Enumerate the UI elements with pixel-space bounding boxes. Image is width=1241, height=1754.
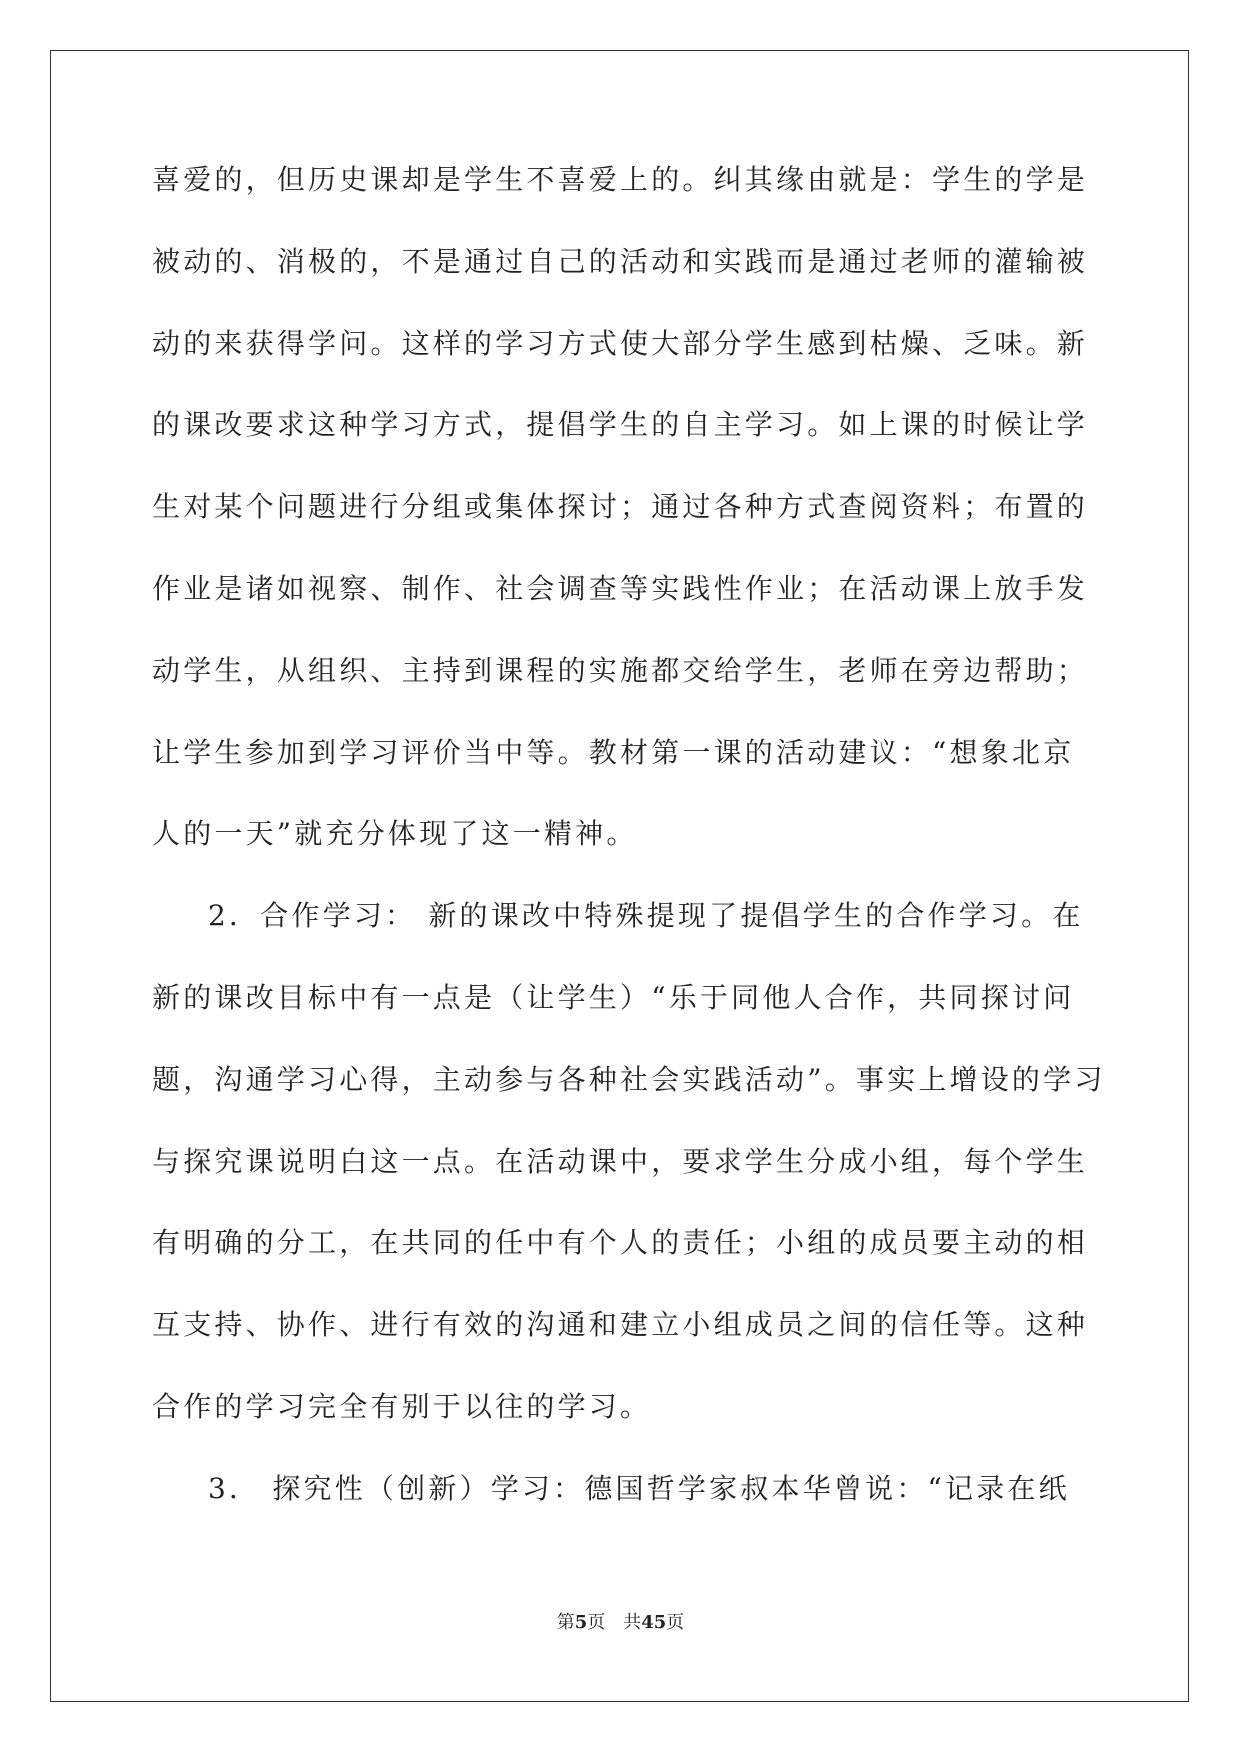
- document-body: [152, 158, 1106, 1549]
- total-page-count: 45: [641, 1612, 667, 1633]
- text-line: 让学生参加到学习评价当中等。教材第一课的活动建议：“想象北京: [152, 735, 1075, 769]
- text-line: 的课改要求这种学习方式，提倡学生的自主学习。如上课的时候让学: [152, 408, 1089, 442]
- page-footer: [0, 1608, 1241, 1634]
- text-line: 作业是诸如视察、制作、社会调查等实践性作业；在活动课上放手发: [152, 571, 1089, 605]
- text-line: 有明确的分工，在共同的任中有个人的责任；小组的成员要主动的相: [152, 1226, 1089, 1260]
- text-line: 喜爱的，但历史课却是学生不喜爱上的。纠其缘由就是：学生的学是: [152, 163, 1089, 196]
- text-line: 动学生，从组织、主持到课程的实施都交给学生，老师在旁边帮助；: [152, 653, 1089, 687]
- paragraph-start-line: 2．合作学习： 新的课改中特殊提现了提倡学生的合作学习。在: [208, 899, 1084, 933]
- footer-middle: 页 共: [587, 1612, 642, 1633]
- current-page-number: 5: [574, 1612, 588, 1633]
- text-line: 互支持、协作、进行有效的沟通和建立小组成员之间的信任等。这种: [152, 1308, 1089, 1342]
- text-line: 与探究课说明白这一点。在活动课中，要求学生分成小组，每个学生: [152, 1144, 1089, 1178]
- text-line: 被动的、消极的，不是通过自己的活动和实践而是通过老师的灌输被: [152, 244, 1089, 278]
- text-line: 生对某个问题进行分组或集体探讨；通过各种方式查阅资料；布置的: [152, 490, 1089, 524]
- footer-prefix: 第: [556, 1612, 575, 1633]
- text-line: 合作的学习完全有别于以往的学习。: [152, 1389, 652, 1423]
- text-line: 人的一天”就充分体现了这一精神。: [152, 817, 638, 851]
- text-line: 新的课改目标中有一点是（让学生）“乐于同他人合作，共同探讨问: [152, 980, 1075, 1014]
- paragraph-start-line: 3． 探究性（创新）学习：德国哲学家叔本华曾说：“记录在纸: [208, 1471, 1070, 1505]
- text-line: 动的来获得学问。这样的学习方式使大部分学生感到枯燥、乏味。新: [152, 326, 1089, 360]
- footer-suffix: 页: [666, 1612, 685, 1633]
- text-line: 题，沟通学习心得，主动参与各种社会实践活动”。事实上增设的学习: [152, 1062, 1106, 1096]
